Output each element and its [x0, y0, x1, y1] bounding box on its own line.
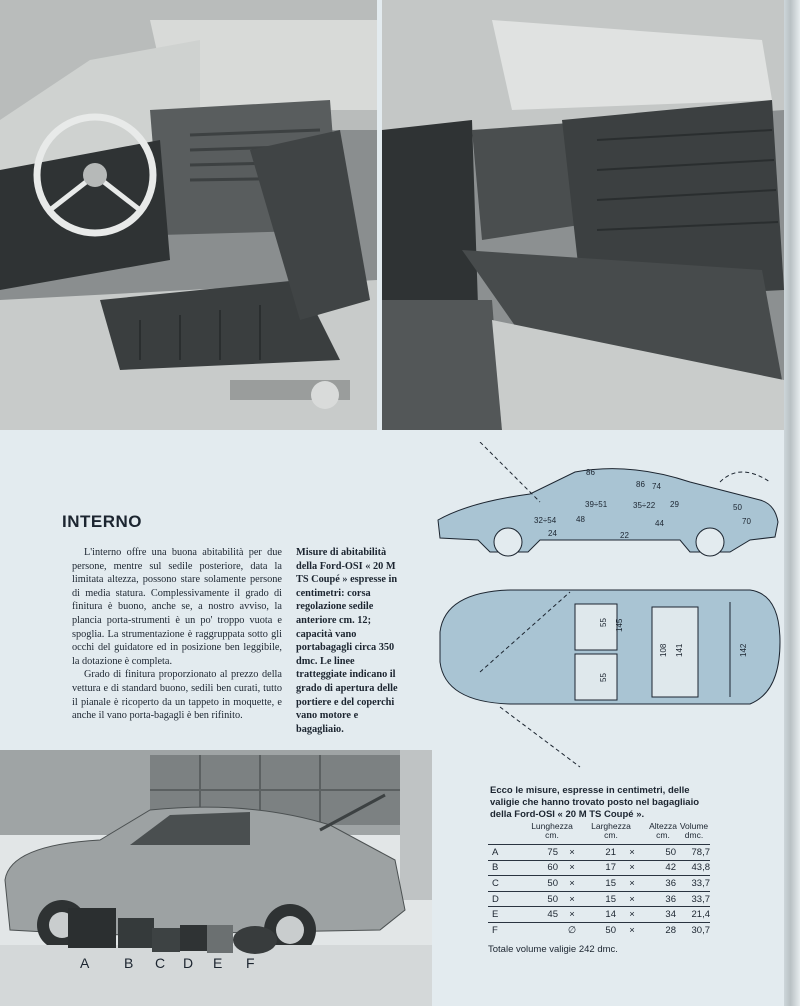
bag-labels [60, 955, 280, 975]
row-volume: 21,4 [691, 909, 710, 921]
luggage-table-caption: Ecco le misure, espresse in centimetri, delle valigie che hanno trovato posto nel bagagliaio della Ford-OSI « 20 M TS Coupé ». [490, 785, 700, 820]
row-sep: × [569, 877, 575, 889]
rear-seat-photo [382, 0, 784, 430]
header-height: Altezza cm. [649, 821, 677, 840]
table-row [488, 844, 710, 860]
row-width: 17 [605, 862, 616, 874]
row-sep: × [569, 862, 575, 874]
row-volume: 33,7 [691, 877, 710, 889]
bag-label-e: E [213, 955, 223, 971]
row-width: 15 [605, 893, 616, 905]
row-length: 50 [547, 893, 558, 905]
row-length: 45 [547, 909, 558, 921]
front-interior-photo [0, 0, 377, 430]
row-sep: × [629, 909, 635, 921]
body-paragraph-1: L'interno offre una buona abitabilità per due persone, mentre sul sedile posteriore, data la limitata altezza, possono stare solamente persone di media statura. Complessivamente il grado di finitura è buono, anche se, a nostro avviso, la plancia porta-strumenti è un po' troppo vuota e spoglia. La strumentazione è raggruppata sotto gli occhi del guidatore ed in posizione ben leggibile, la dotazione è completa. [72, 547, 282, 667]
row-sep: × [629, 862, 635, 874]
dim-top-5: 55 [599, 673, 608, 682]
row-letter: E [492, 909, 499, 921]
dim-side-2: 86 [636, 480, 645, 489]
row-width: 50 [605, 924, 616, 936]
row-sep: × [629, 877, 635, 889]
row-sep: × [569, 846, 575, 858]
dim-top-4: 141 [675, 643, 684, 657]
table-row [488, 891, 710, 907]
table-row [488, 906, 710, 922]
luggage-table-header [488, 822, 710, 844]
row-height: 36 [665, 893, 676, 905]
technical-drawings [430, 442, 784, 777]
dim-side-9: 32÷54 [534, 516, 557, 525]
row-sep: × [569, 893, 575, 905]
drawing-caption: Misure di abitabilità della Ford-OSI « 20 M TS Coupé » espresse in centimetri: corsa regolazione sedile anteriore cm. 12; capacità vano portabagagli circa 350 dmc. Le linee tratteggiate indicano il grado di apertura delle portiere e del coperchi vano motore e bagagliaio. [296, 547, 398, 735]
dim-side-3: 74 [652, 482, 661, 491]
row-height: 42 [665, 862, 676, 874]
dim-side-8: 44 [655, 519, 664, 528]
dim-side-11: 22 [620, 531, 629, 540]
row-volume: 43,8 [691, 862, 710, 874]
body-text [72, 546, 282, 723]
top-view-drawing [440, 590, 780, 767]
row-sep: × [629, 846, 635, 858]
row-letter: B [492, 862, 499, 874]
row-sep: × [629, 924, 635, 936]
row-height: 50 [665, 846, 676, 858]
luggage-total: Totale volume valigie 242 dmc. [488, 943, 618, 955]
dim-top-6: 142 [739, 643, 748, 657]
row-letter: A [492, 846, 499, 858]
bag-label-b: B [124, 955, 134, 971]
dim-side-12: 50 [733, 503, 742, 512]
row-sep: ∅ [567, 924, 577, 936]
row-height: 34 [665, 909, 676, 921]
dim-side-5: 35÷22 [633, 501, 656, 510]
table-row [488, 922, 710, 938]
dim-side-1: 86 [586, 468, 595, 477]
row-volume: 33,7 [691, 893, 710, 905]
row-letter: C [492, 877, 499, 889]
bag-label-f: F [246, 955, 255, 971]
dim-top-2: 145 [615, 618, 624, 632]
dim-side-4: 39÷51 [585, 500, 608, 509]
header-width: Larghezza cm. [591, 821, 631, 840]
row-width: 14 [605, 909, 616, 921]
dim-top-1: 55 [599, 618, 608, 627]
dim-side-10: 24 [548, 529, 557, 538]
row-width: 21 [605, 846, 616, 858]
dim-side-7: 48 [576, 515, 585, 524]
row-sep: × [629, 893, 635, 905]
dim-side-6: 29 [670, 500, 679, 509]
luggage-table [488, 822, 710, 955]
bag-label-c: C [155, 955, 166, 971]
side-view-drawing [438, 442, 778, 556]
row-sep: × [569, 909, 575, 921]
row-width: 15 [605, 877, 616, 889]
dim-top-3: 108 [659, 643, 668, 657]
bag-label-a: A [80, 955, 90, 971]
header-length: Lunghezza cm. [531, 821, 573, 840]
row-volume: 30,7 [691, 924, 710, 936]
page-edge [784, 0, 800, 1006]
row-letter: F [492, 924, 498, 936]
row-length: 60 [547, 862, 558, 874]
section-heading: INTERNO [62, 512, 142, 531]
header-volume: Volume dmc. [679, 821, 709, 840]
table-row [488, 875, 710, 891]
row-length: 50 [547, 877, 558, 889]
bag-label-d: D [183, 955, 194, 971]
body-paragraph-2: Grado di finitura proporzionato al prezzo della vettura e di standard buono, sedili ben curati, tutto il pianale è ricoperto da un tappeto in moquette, e anche il vano porta-bagagli è ben rifinito. [72, 669, 282, 722]
dim-side-13: 70 [742, 517, 751, 526]
row-height: 36 [665, 877, 676, 889]
row-height: 28 [665, 924, 676, 936]
table-row [488, 860, 710, 876]
row-letter: D [492, 893, 499, 905]
row-length: 75 [547, 846, 558, 858]
row-volume: 78,7 [691, 846, 710, 858]
